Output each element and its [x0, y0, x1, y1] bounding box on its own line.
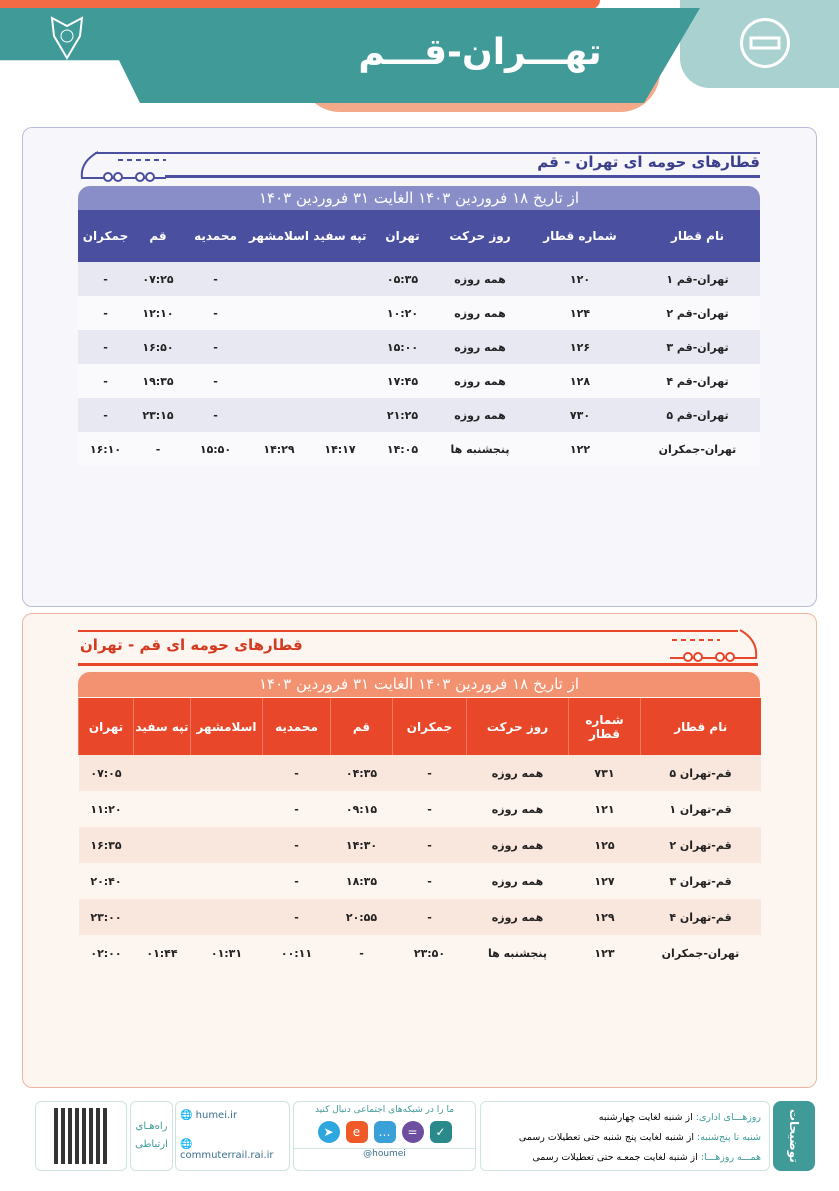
top-accent-bar [0, 0, 600, 9]
table-cell [248, 364, 310, 398]
column-header: جمکران [78, 210, 133, 262]
table-cell: - [263, 791, 331, 827]
train-name-cell: قم-تهران ۳ [641, 863, 761, 899]
table-cell: ۱۲۹ [569, 899, 641, 935]
table-cell: - [393, 755, 467, 791]
title-overline [78, 630, 738, 632]
table-cell [134, 863, 191, 899]
column-header: تپه سفید [134, 698, 191, 755]
column-header: تهران [79, 698, 134, 755]
note-key: همـــه روزهـــا: [700, 1152, 761, 1163]
train-name-cell: تهران-قم ۴ [635, 364, 760, 398]
table-cell: - [331, 935, 393, 971]
table-cell: همه روزه [467, 899, 569, 935]
table-cell: - [78, 330, 133, 364]
train-name-cell: تهران-قم ۳ [635, 330, 760, 364]
train-name-cell: تهران-قم ۲ [635, 296, 760, 330]
table-cell: ۱۲۳ [569, 935, 641, 971]
table-cell: ۱۶:۱۰ [78, 432, 133, 466]
table-cell: همه روزه [467, 827, 569, 863]
table-cell: ۱۵:۰۰ [370, 330, 435, 364]
table2-period: از تاریخ ۱۸ فروردین ۱۴۰۳ الغایت ۳۱ فروردین ۱۴۰۳ [78, 672, 760, 697]
train-name-cell: قم-تهران ۱ [641, 791, 761, 827]
column-header: قم [331, 698, 393, 755]
table-cell: - [183, 296, 248, 330]
table-cell: ۱۹:۳۵ [133, 364, 183, 398]
table-cell: - [263, 863, 331, 899]
table1-period: از تاریخ ۱۸ فروردین ۱۴۰۳ الغایت ۳۱ فروردین ۱۴۰۳ [78, 186, 760, 211]
table-cell: ۱۶:۵۰ [133, 330, 183, 364]
table-cell: ۲۰:۴۰ [79, 863, 134, 899]
table-row [78, 262, 760, 296]
note-line [489, 1148, 761, 1168]
table-cell: همه روزه [435, 364, 525, 398]
social-title: ما را در شبکه‌های اجتماعی دنبال کنید [314, 1105, 455, 1115]
table-cell: - [183, 364, 248, 398]
social-handle[interactable]: @houmei [294, 1148, 475, 1159]
train-name-cell: تهران-جمکران [635, 432, 760, 466]
train-name-cell: تهران-قم ۱ [635, 262, 760, 296]
title-underline [78, 663, 758, 666]
table-cell: - [183, 398, 248, 432]
table-row [79, 899, 761, 935]
table-cell: - [78, 262, 133, 296]
table-cell: ۲۰:۵۵ [331, 899, 393, 935]
table-cell [310, 364, 370, 398]
table-cell: ۱۲۵ [569, 827, 641, 863]
table-cell: ۱۴:۳۰ [331, 827, 393, 863]
soroush-icon[interactable]: … [374, 1121, 396, 1143]
column-header: نام قطار [641, 698, 761, 755]
note-key: شنبه تا پنج‌شنبه: [697, 1132, 761, 1143]
table-cell: ۲۱:۲۵ [370, 398, 435, 432]
table-cell: ۱۱:۲۰ [79, 791, 134, 827]
tehran-qom-schedule-table [78, 210, 760, 466]
table-cell: ۱۰:۲۰ [370, 296, 435, 330]
table-cell: ۱۶:۳۵ [79, 827, 134, 863]
table-row [79, 827, 761, 863]
train-name-cell: قم-تهران ۴ [641, 899, 761, 935]
houmei-logo-icon [740, 18, 790, 68]
notes-box [480, 1101, 770, 1171]
table-cell: ۰۰:۱۱ [263, 935, 331, 971]
table-cell [191, 827, 263, 863]
table-cell [310, 262, 370, 296]
table-row [79, 791, 761, 827]
notes-tab: توضیحات [773, 1101, 815, 1171]
table-cell [191, 755, 263, 791]
table-cell: پنجشنبه ها [435, 432, 525, 466]
table-cell [134, 827, 191, 863]
rubika-icon[interactable]: e [346, 1121, 368, 1143]
column-header: شماره قطار [525, 210, 635, 262]
table-cell: ۲۳:۱۵ [133, 398, 183, 432]
links-box [175, 1101, 290, 1171]
globe-icon: 🌐 [180, 1139, 193, 1150]
column-header: محمدیه [183, 210, 248, 262]
column-header: اسلامشهر [248, 210, 310, 262]
column-header: روز حرکت [467, 698, 569, 755]
table-cell: همه روزه [467, 863, 569, 899]
table-cell: - [393, 899, 467, 935]
table-cell [310, 398, 370, 432]
table-cell: همه روزه [467, 791, 569, 827]
table-cell: همه روزه [435, 296, 525, 330]
table-cell: - [393, 863, 467, 899]
table-cell: - [183, 262, 248, 296]
table-row [79, 935, 761, 971]
table-cell [248, 330, 310, 364]
table-cell: ۰۹:۱۵ [331, 791, 393, 827]
table1-title: قطارهای حومه ای تهران - قم [537, 153, 760, 171]
table-row [79, 755, 761, 791]
train-outline-icon [78, 148, 168, 186]
table-cell: - [78, 296, 133, 330]
table-cell: ۲۳:۰۰ [79, 899, 134, 935]
table-cell [134, 899, 191, 935]
column-header: تپه سفید [310, 210, 370, 262]
table-cell: ۰۲:۰۰ [79, 935, 134, 971]
table-row [78, 330, 760, 364]
table-cell: ۲۳:۵۰ [393, 935, 467, 971]
table-cell: ۱۲۶ [525, 330, 635, 364]
table-cell: همه روزه [435, 330, 525, 364]
column-header: روز حرکت [435, 210, 525, 262]
table-cell: - [133, 432, 183, 466]
table-cell [191, 863, 263, 899]
column-header: محمدیه [263, 698, 331, 755]
eitaa-icon[interactable]: = [402, 1121, 424, 1143]
table-cell: - [393, 791, 467, 827]
table2-title: قطارهای حومه ای قم - تهران [80, 636, 303, 654]
note-line [489, 1108, 761, 1128]
website-link[interactable]: humei.ir [195, 1110, 238, 1121]
table-cell: ۰۴:۳۵ [331, 755, 393, 791]
table-cell: ۷۳۰ [525, 398, 635, 432]
table-cell [248, 262, 310, 296]
table-cell: ۰۱:۴۴ [134, 935, 191, 971]
table-cell: ۱۴:۰۵ [370, 432, 435, 466]
table-cell [248, 398, 310, 432]
column-header: شماره قطار [569, 698, 641, 755]
contact-label: راه‌هـای ارتباطی [130, 1101, 173, 1171]
qr-code-box [35, 1101, 127, 1171]
website-link[interactable]: commuterrail.rai.ir [180, 1150, 274, 1161]
table-cell: ۱۲۰ [525, 262, 635, 296]
table-row [78, 432, 760, 466]
table-cell: همه روزه [435, 262, 525, 296]
table-row [78, 364, 760, 398]
table-cell: ۰۷:۰۵ [79, 755, 134, 791]
table-cell [134, 791, 191, 827]
table-cell: ۱۲۸ [525, 364, 635, 398]
bale-icon[interactable]: ✓ [430, 1121, 452, 1143]
table-cell: ۰۷:۲۵ [133, 262, 183, 296]
table-row [79, 863, 761, 899]
table-cell: ۱۲۱ [569, 791, 641, 827]
train-name-cell: قم-تهران ۵ [641, 755, 761, 791]
table-cell [310, 296, 370, 330]
table-cell: ۱۲۴ [525, 296, 635, 330]
table-cell [248, 296, 310, 330]
column-header: قم [133, 210, 183, 262]
table-cell: - [78, 398, 133, 432]
qom-tehran-schedule-table [78, 698, 761, 971]
column-header: اسلامشهر [191, 698, 263, 755]
note-value: از شنبه لغایت پنج شنبه حتی تعطیلات رسمی [518, 1132, 694, 1143]
table-cell: ۱۲۷ [569, 863, 641, 899]
train-name-cell: قم-تهران ۲ [641, 827, 761, 863]
column-header: نام قطار [635, 210, 760, 262]
telegram-icon[interactable]: ➤ [318, 1121, 340, 1143]
page-title: تهـــران-قـــم [358, 32, 602, 73]
table-cell: - [78, 364, 133, 398]
table-cell [191, 791, 263, 827]
table-cell: پنجشنبه ها [467, 935, 569, 971]
table-row [78, 296, 760, 330]
table-cell: ۱۲:۱۰ [133, 296, 183, 330]
table-cell [134, 755, 191, 791]
table-cell: ۱۷:۴۵ [370, 364, 435, 398]
note-value: از شنبه لغایت جمعـه حتی تعطیلات رسمی [532, 1152, 698, 1163]
title-underline [165, 175, 760, 178]
table-cell: ۱۲۲ [525, 432, 635, 466]
train-name-cell: تهران-قم ۵ [635, 398, 760, 432]
note-line [489, 1128, 761, 1148]
ministry-emblem-icon [42, 14, 92, 74]
table-cell: همه روزه [435, 398, 525, 432]
column-header: جمکران [393, 698, 467, 755]
table-cell: - [263, 827, 331, 863]
table-cell: ۱۴:۱۷ [310, 432, 370, 466]
globe-icon: 🌐 [180, 1110, 193, 1121]
table-cell [310, 330, 370, 364]
column-header: تهران [370, 210, 435, 262]
social-box [293, 1101, 476, 1171]
table-cell: ۱۴:۲۹ [248, 432, 310, 466]
table-cell: همه روزه [467, 755, 569, 791]
qr-code-icon[interactable] [54, 1108, 110, 1164]
table-cell: - [263, 899, 331, 935]
table-cell: ۷۳۱ [569, 755, 641, 791]
train-outline-icon [670, 626, 760, 666]
table-cell: - [393, 827, 467, 863]
table-cell: ۰۱:۳۱ [191, 935, 263, 971]
table-cell: ۱۸:۳۵ [331, 863, 393, 899]
note-key: روزهـــای اداری: [695, 1112, 761, 1123]
table-cell [191, 899, 263, 935]
table-cell: - [183, 330, 248, 364]
table-cell: - [263, 755, 331, 791]
train-name-cell: تهران-جمکران [641, 935, 761, 971]
table-cell: ۰۵:۳۵ [370, 262, 435, 296]
table-cell: ۱۵:۵۰ [183, 432, 248, 466]
note-value: از شنبه لغایت چهارشنبه [598, 1112, 693, 1123]
table-row [78, 398, 760, 432]
